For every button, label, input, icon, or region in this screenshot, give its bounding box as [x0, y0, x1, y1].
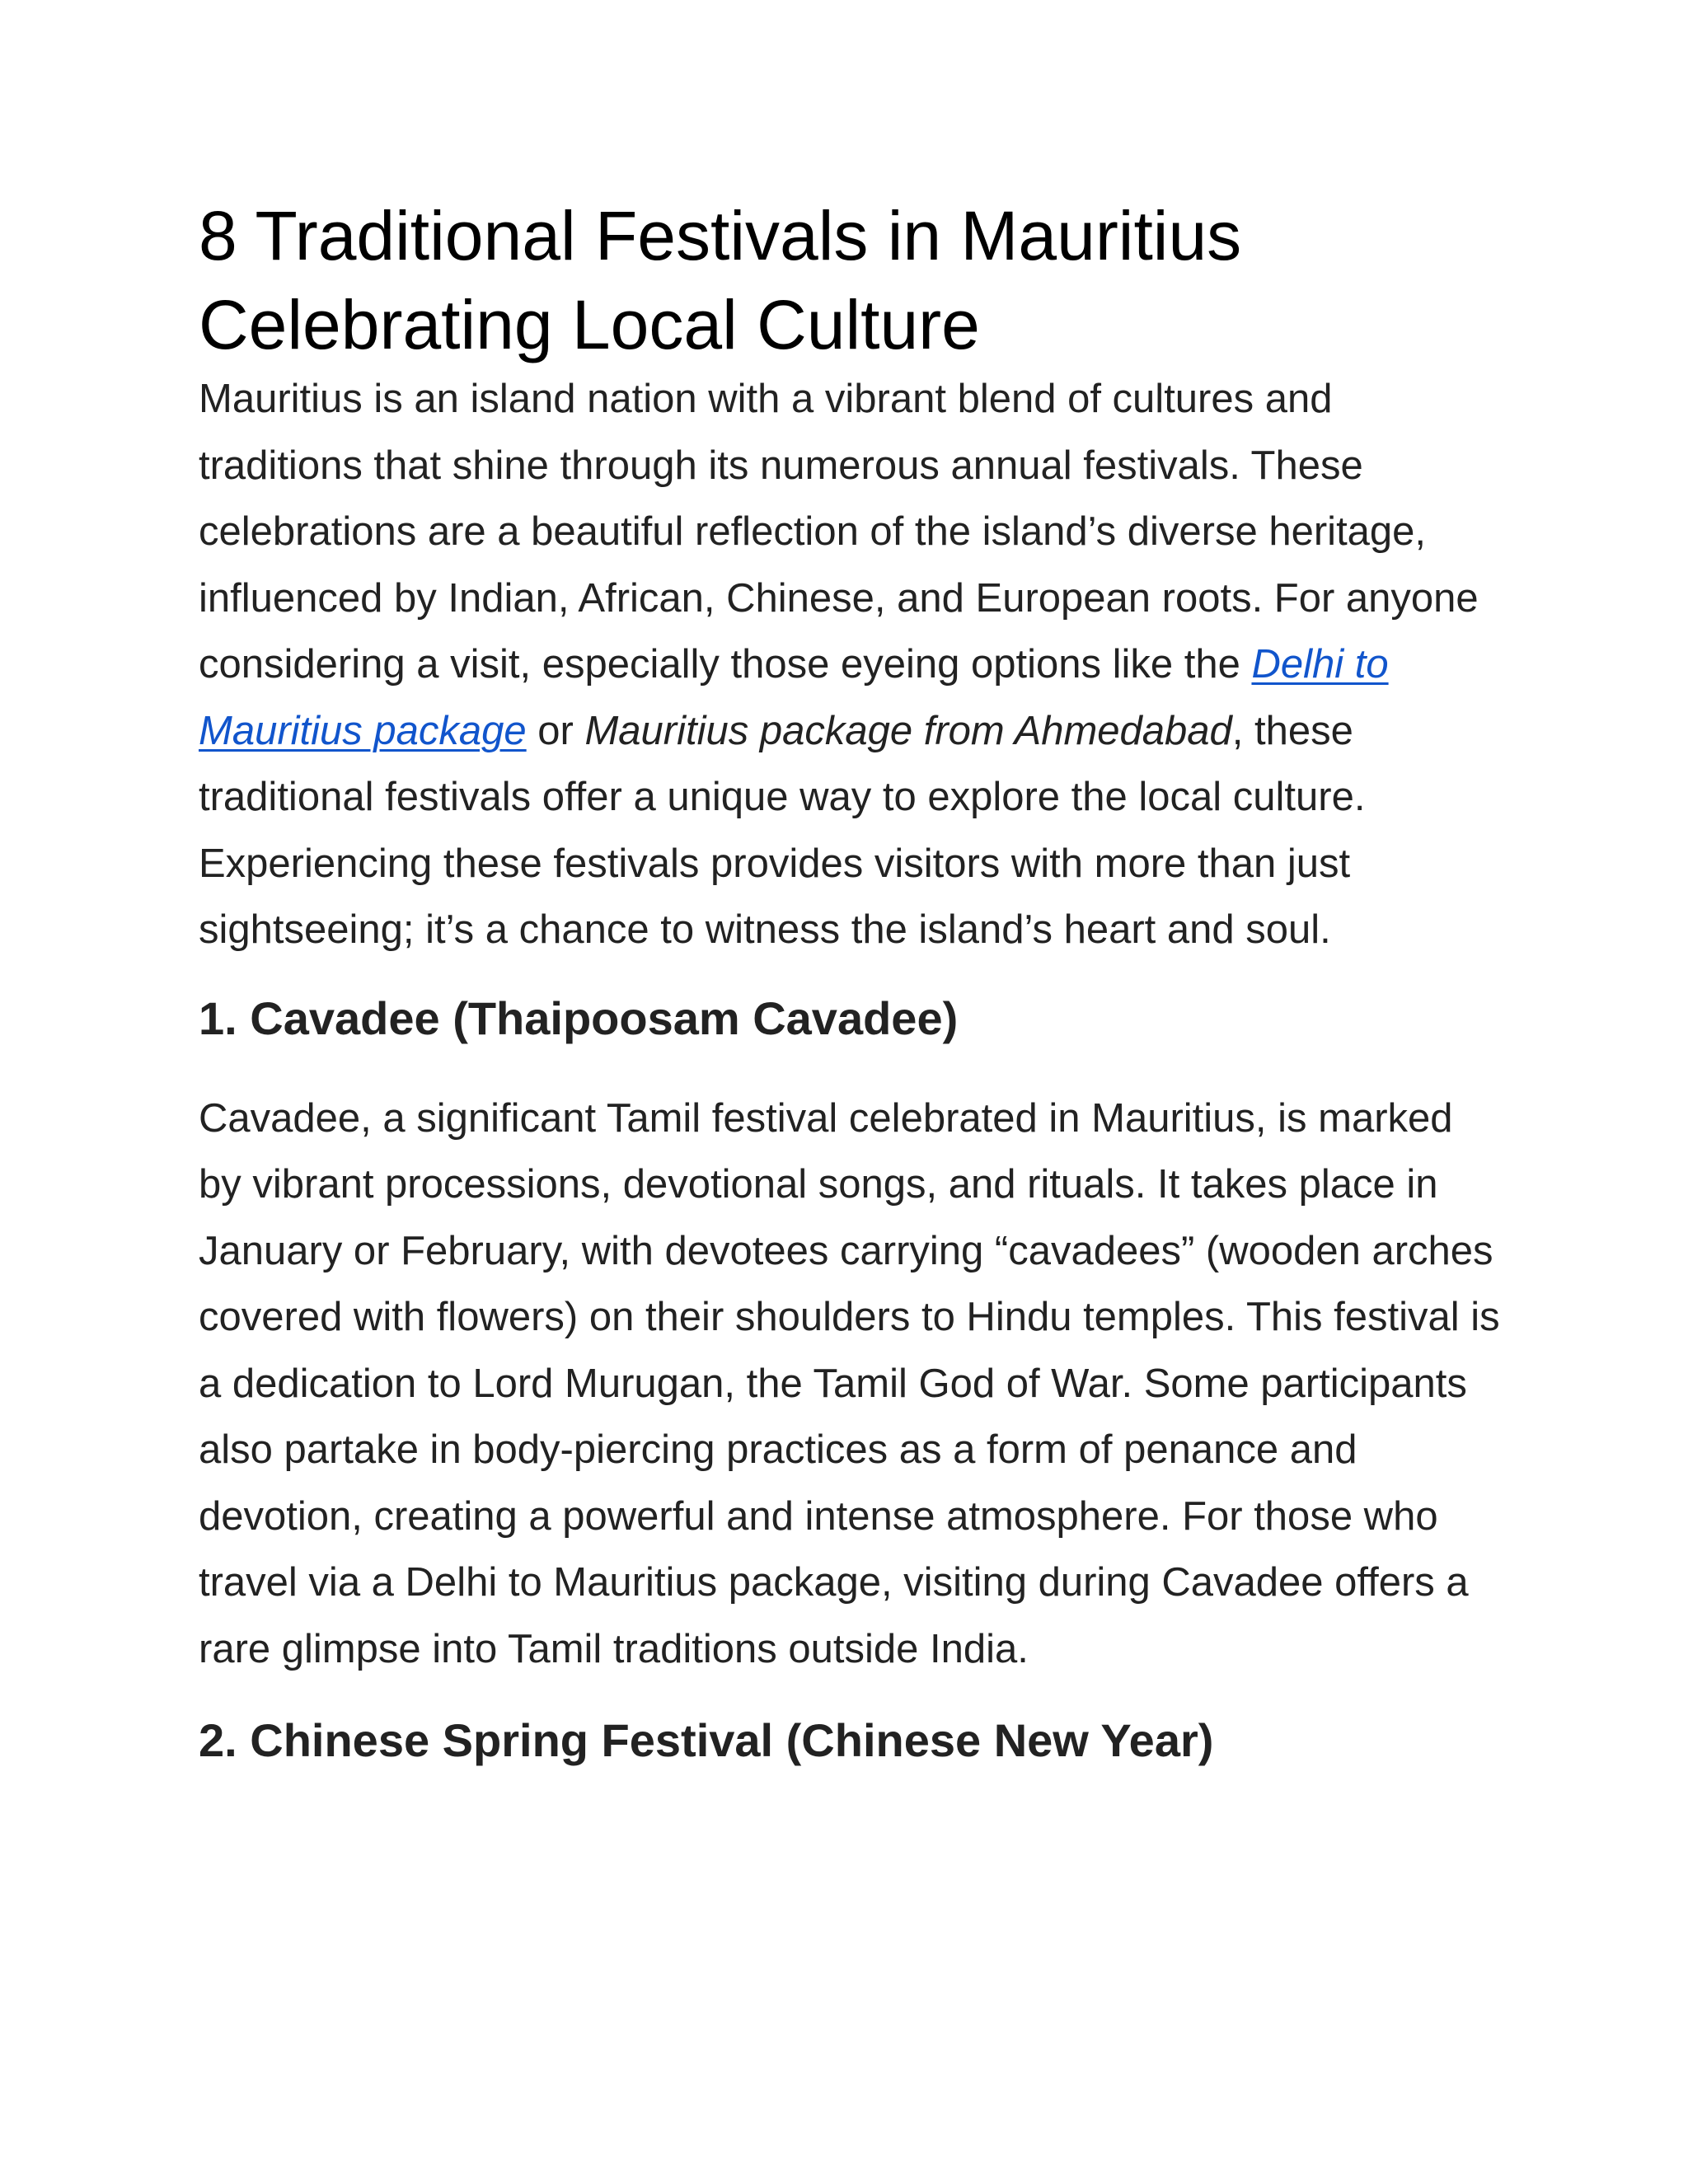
- intro-text-end: , these traditional festivals offer a unique way to explore the local culture. Experiencing these festivals provides visitors with more than just sightseeing; it’s a chance to witness the island’s heart and soul.: [199, 708, 1366, 952]
- section-heading-chinese-spring-festival: 2. Chinese Spring Festival (Chinese New Year): [199, 1714, 1214, 1766]
- document-body: [199, 191, 1501, 1769]
- intro-paragraph: [199, 366, 1501, 963]
- intro-italic-text: Mauritius package from Ahmedabad: [584, 708, 1232, 753]
- delhi-to-mauritius-package-link[interactable]: Delhi to Mauritius package: [199, 642, 1389, 753]
- intro-text-between: or: [526, 708, 585, 753]
- section-heading-cavadee: 1. Cavadee (Thaipoosam Cavadee): [199, 991, 959, 1044]
- intro-text-start: Mauritius is an island nation with a vibrant blend of cultures and traditions that shine through its numerous annual festivals. These celebrations are a beautiful reflection of the island’s diverse heritage, influenced by Indian, African, Chinese, and European roots. For anyone considering a visit, especially those eyeing options like the: [199, 377, 1479, 687]
- page-title: 8 Traditional Festivals in Mauritius Celebrating Local Culture: [199, 197, 1242, 363]
- section-body-cavadee: Cavadee, a significant Tamil festival celebrated in Mauritius, is marked by vibrant processions, devotional songs, and rituals. It takes place in January or February, with devotees carrying “cavadees” (wooden arches covered with flowers) on their shoulders to Hindu temples. This festival is a dedication to Lord Murugan, the Tamil God of War. Some participants also partake in body-piercing practices as a form of penance and devotion, creating a powerful and intense atmosphere. For those who travel via a Delhi to Mauritius package, visiting during Cavadee offers a rare glimpse into Tamil traditions outside India.: [199, 1095, 1500, 1671]
